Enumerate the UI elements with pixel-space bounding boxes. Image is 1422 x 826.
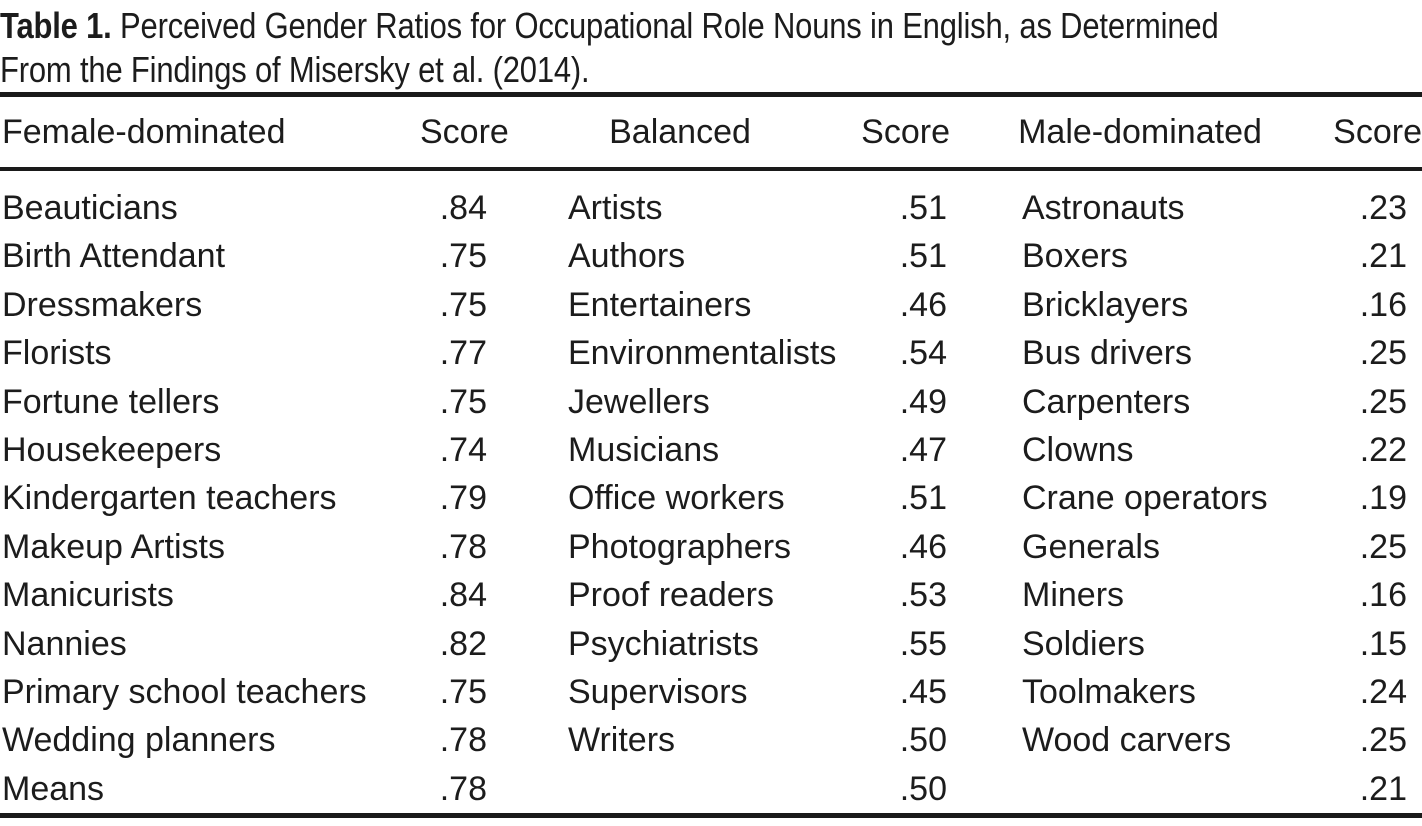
table-rule-bottom xyxy=(0,813,1422,818)
row-label-female: Wedding planners xyxy=(2,721,276,760)
table-row xyxy=(0,378,1422,426)
row-label-female: Florists xyxy=(2,334,112,373)
row-label-balanced: Environmentalists xyxy=(568,334,837,373)
row-score-female: .84 xyxy=(439,576,487,615)
table-rule-header xyxy=(0,167,1422,171)
row-label-female: Primary school teachers xyxy=(2,672,367,711)
row-score-female: .78 xyxy=(439,527,487,566)
table-row xyxy=(0,474,1422,522)
header-female-dominated: Female-dominated xyxy=(2,113,286,151)
row-score-male: .19 xyxy=(1359,479,1407,518)
row-label-male: Wood carvers xyxy=(1022,721,1232,760)
row-score-male: .25 xyxy=(1359,334,1407,373)
row-score-balanced: .47 xyxy=(899,430,947,469)
row-label-male: Crane operators xyxy=(1022,479,1268,518)
row-score-balanced: .51 xyxy=(899,189,947,227)
row-label-female: Kindergarten teachers xyxy=(2,479,337,518)
row-score-male: .24 xyxy=(1359,672,1407,711)
caption-line-1 xyxy=(0,4,1422,48)
table-header-row xyxy=(0,97,1422,167)
row-score-female: .79 xyxy=(439,479,487,518)
row-score-female: .78 xyxy=(439,769,487,808)
row-score-balanced: .51 xyxy=(899,479,947,518)
table-row xyxy=(0,329,1422,377)
row-label-balanced: Jewellers xyxy=(568,382,710,421)
row-score-balanced: .45 xyxy=(899,672,947,711)
row-score-male: .15 xyxy=(1359,624,1407,663)
row-label-balanced xyxy=(500,765,860,813)
row-score-balanced: .46 xyxy=(899,285,947,324)
row-score-female: .82 xyxy=(439,624,487,663)
row-score-female: .77 xyxy=(439,334,487,373)
row-label-female: Nannies xyxy=(2,624,127,663)
table-row xyxy=(0,765,1422,813)
row-label-female: Housekeepers xyxy=(2,430,222,469)
row-score-female: .75 xyxy=(439,237,487,276)
table-row xyxy=(0,184,1422,232)
row-label-male: Boxers xyxy=(1022,237,1128,276)
row-label-balanced: Authors xyxy=(568,237,686,276)
row-score-male: .25 xyxy=(1359,527,1407,566)
row-label-balanced: Office workers xyxy=(568,479,785,518)
row-label-female: Makeup Artists xyxy=(2,527,225,566)
row-label-female: Birth Attendant xyxy=(2,237,226,276)
row-score-male: .21 xyxy=(1359,769,1407,808)
row-label-male: Carpenters xyxy=(1022,382,1191,421)
header-male-dominated: Male-dominated xyxy=(1018,113,1262,151)
table-row xyxy=(0,668,1422,716)
row-label-balanced: Photographers xyxy=(568,527,792,566)
row-score-balanced: .54 xyxy=(899,334,947,373)
row-score-female: .74 xyxy=(439,430,487,469)
table-row xyxy=(0,571,1422,619)
row-score-male: .25 xyxy=(1359,721,1407,760)
row-score-balanced: .51 xyxy=(899,237,947,276)
row-label-balanced: Psychiatrists xyxy=(568,624,759,663)
row-label-male xyxy=(950,765,1330,813)
table-row xyxy=(0,716,1422,764)
row-label-female: Dressmakers xyxy=(2,285,203,324)
row-label-female: Manicurists xyxy=(2,576,174,615)
row-label-male: Generals xyxy=(1022,527,1160,566)
table-row xyxy=(0,281,1422,329)
row-label-balanced: Writers xyxy=(568,721,676,760)
row-score-balanced: .46 xyxy=(899,527,947,566)
table-row xyxy=(0,232,1422,280)
row-score-male: .23 xyxy=(1359,189,1407,227)
row-score-balanced: .50 xyxy=(899,721,947,760)
header-score-male: Score xyxy=(1333,113,1422,151)
header-score-balanced: Score xyxy=(861,113,950,151)
row-score-male: .16 xyxy=(1359,285,1407,324)
row-score-female: .78 xyxy=(439,721,487,760)
row-score-male: .25 xyxy=(1359,382,1407,421)
row-score-male: .22 xyxy=(1359,430,1407,469)
row-score-female: .75 xyxy=(439,382,487,421)
table-row xyxy=(0,523,1422,571)
row-label-male: Miners xyxy=(1022,576,1125,615)
row-label-balanced: Artists xyxy=(568,189,663,227)
row-label-male: Toolmakers xyxy=(1022,672,1196,711)
row-score-male: .21 xyxy=(1359,237,1407,276)
row-label-balanced: Musicians xyxy=(568,430,720,469)
caption-text-part-1: Perceived Gender Ratios for Occupational Role Nouns in English, as Determined xyxy=(120,5,1219,46)
row-label-balanced: Supervisors xyxy=(568,672,748,711)
table-caption xyxy=(0,0,1422,92)
row-label-female: Beauticians xyxy=(2,189,178,227)
row-label-male: Bricklayers xyxy=(1022,285,1189,324)
row-label-male: Soldiers xyxy=(1022,624,1145,663)
row-label-male: Bus drivers xyxy=(1022,334,1193,373)
table-number-label: Table 1. xyxy=(0,5,112,46)
caption-line-2: From the Findings of Misersky et al. (2014). xyxy=(0,49,590,90)
row-label-female: Means xyxy=(2,769,105,808)
row-score-balanced: .49 xyxy=(899,382,947,421)
row-label-male: Clowns xyxy=(1022,430,1134,469)
row-score-male: .16 xyxy=(1359,576,1407,615)
header-score-female: Score xyxy=(420,113,509,151)
row-score-balanced: .53 xyxy=(899,576,947,615)
row-score-balanced: .55 xyxy=(899,624,947,663)
row-score-balanced: .50 xyxy=(899,769,947,808)
row-label-male: Astronauts xyxy=(1022,189,1185,227)
row-score-female: .84 xyxy=(439,189,487,227)
table-row xyxy=(0,620,1422,668)
row-label-balanced: Entertainers xyxy=(568,285,752,324)
header-balanced: Balanced xyxy=(609,113,751,151)
row-score-female: .75 xyxy=(439,285,487,324)
table-body xyxy=(0,184,1422,813)
row-label-balanced: Proof readers xyxy=(568,576,774,615)
row-score-female: .75 xyxy=(439,672,487,711)
row-label-female: Fortune tellers xyxy=(2,382,220,421)
table-row xyxy=(0,426,1422,474)
